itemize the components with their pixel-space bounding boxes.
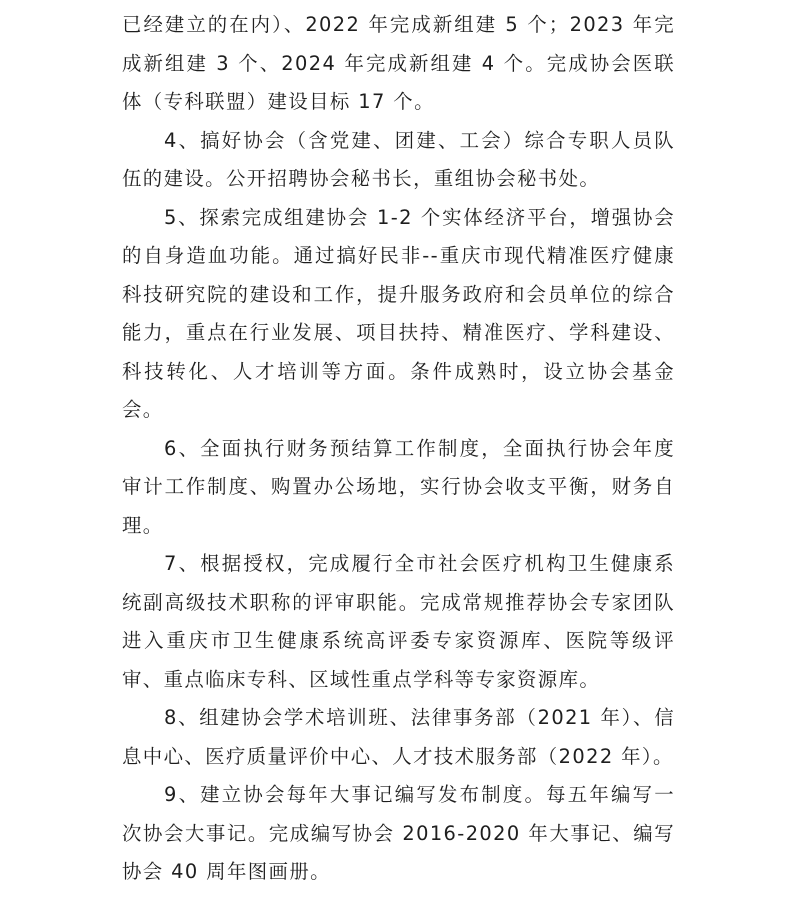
paragraph-item-8-departments: 8、组建协会学术培训班、法律事务部（2021 年）、信息中心、医疗质量评价中心、人才技术服务部（2022 年）。 — [122, 706, 675, 768]
paragraph-item-4-staff: 4、搞好协会（含党建、团建、工会）综合专职人员队伍的建设。公开招聘协会秘书长，重组协会秘书处。 — [122, 128, 675, 190]
paragraph-item-5-economic-platform: 5、探索完成组建协会 1-2 个实体经济平台，增强协会的自身造血功能。通过搞好民非--重庆市现代精准医疗健康科技研究院的建设和工作，提升服务政府和会员单位的综合能力，重点在行业发展、项目扶持、精准医疗、学科建设、科技转化、人才培训等方面。条件成熟时，设立协会基金会。 — [122, 205, 675, 421]
paragraph-item-7-title-review: 7、根据授权，完成履行全市社会医疗机构卫生健康系统副高级技术职称的评审职能。完成常规推荐协会专家团队进入重庆市卫生健康系统高评委专家资源库、医院等级评审、重点临床专科、区域性重点学科等专家资源库。 — [122, 552, 675, 691]
paragraph-continued-medical-alliance: 已经建立的在内）、2022 年完成新组建 5 个；2023 年完成新组建 3 个、2024 年完成新组建 4 个。完成协会医联体（专科联盟）建设目标 17 个。 — [122, 13, 675, 113]
paragraph-item-6-finance: 6、全面执行财务预结算工作制度，全面执行协会年度审计工作制度、购置办公场地，实行协会收支平衡，财务自理。 — [122, 436, 675, 537]
paragraph-item-9-chronicle: 9、建立协会每年大事记编写发布制度。每五年编写一次协会大事记。完成编写协会 2016-2020 年大事记、编写协会 40 周年图画册。 — [122, 783, 675, 883]
